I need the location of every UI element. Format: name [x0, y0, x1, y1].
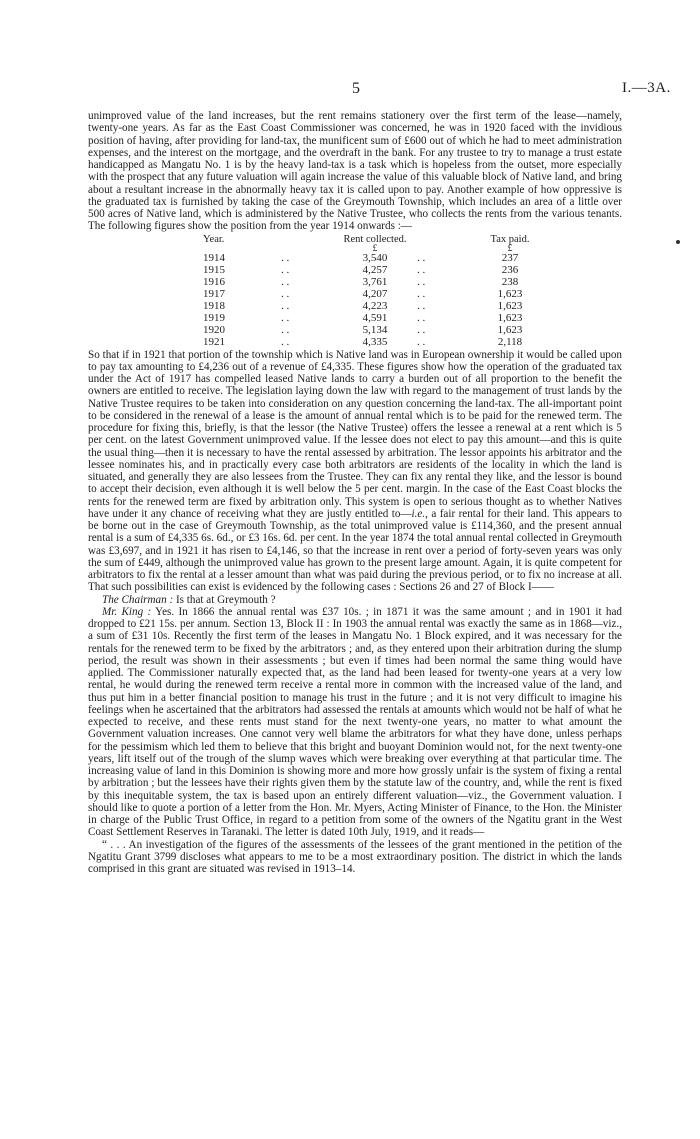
leader-dots: . .: [417, 335, 426, 348]
paper-reference: I.—3A.: [622, 80, 671, 96]
cell-tax: 238: [501, 276, 519, 289]
leader-dots: . .: [281, 335, 290, 348]
leader-dots: . .: [281, 288, 290, 301]
leader-dots: . .: [417, 276, 426, 289]
cell-year: 1918: [203, 300, 225, 313]
king-reply: [88, 606, 622, 839]
cell-tax: 2,118: [497, 335, 523, 348]
table-body: [203, 253, 545, 348]
leader-dots: . .: [281, 252, 290, 265]
cell-tax: 1,623: [497, 323, 523, 336]
document-body: [88, 110, 622, 875]
cell-year: 1914: [203, 252, 225, 265]
speaker-label-chairman: The Chairman :: [102, 593, 174, 606]
page-number: 5: [352, 80, 360, 97]
cell-year: 1921: [203, 335, 225, 348]
leader-dots: . .: [281, 311, 290, 324]
rent-tax-table: [203, 234, 545, 349]
leader-dots: . .: [281, 300, 290, 313]
cell-tax: 236: [501, 264, 519, 277]
margin-dot-mark: [676, 240, 680, 244]
speaker-label-king: Mr. King :: [102, 605, 152, 618]
chairman-question: [88, 594, 622, 606]
cell-rent: 4,335: [362, 335, 388, 348]
cell-year: 1915: [203, 264, 225, 277]
cell-year: 1917: [203, 288, 225, 301]
page-header: [0, 80, 700, 100]
leader-dots: . .: [417, 311, 426, 324]
table-row: [203, 337, 545, 349]
cell-rent: 4,257: [362, 264, 388, 277]
cell-rent: 4,591: [362, 311, 388, 324]
cell-tax: 1,623: [497, 300, 523, 313]
leader-dots: . .: [281, 323, 290, 336]
king-reply-text: Yes. In 1866 the annual rental was £37 10s. ; in 1871 it was the same amount ; and in 1901 it had dropped to £21 15s. per annum. Section 13, Block II : In 1903 the annual rental was exactly the same as in 1868—viz., a sum of £31 10s. Recently the first term of the leases in Mangatu No. 1 Block expired, and it was necessary for the rentals for the renewed term to be fixed by the arbitrators ; and, as they entered upon their arbitration during the slump period, the result was shown in their assessments ; but even if times had been normal the same thing would have applied. The Commissioner naturally expected that, as the land had been leased for twenty-one years at a very low rental, he would during the renewed term receive a rental more in common with the increased value of the land, and thus put him in a better financial position to manage his trust in the future ; and it is not very difficult to imagine his feelings when he ascertained that the arbitrators had assessed the rentals at amounts which would not be half of what he expected to receive, and these rents must stand for the next twenty-one years, no matter to what amount the Government valuation increases. One cannot very well blame the arbitrators for what they have done, unless perhaps for the pessimism which led them to believe that this bright and buoyant Dominion would not, for the next twenty-one years, lift itself out of the trough of the slump waves which were breaking over everything at that particular time. The increasing value of land in this Dominion is showing more and more how grossly unfair is the system of fixing a rental by arbitration ; but the lessees have their rights given them by the statute law of the country, and, while the rent is fixed by this inequitable system, the tax is based upon an entirely different valuation—viz., the Government valuation. I should like to quote a portion of a letter from the Hon. Mr. Myers, Acting Minister of Finance, to the Hon. the Minister in charge of the Public Trust Office, in regard to a petition from some of the owners of the Ngatitu grant in the West Coast Settlement Reserves in Taranaki. The letter is dated 10th July, 1919, and it reads—: [88, 605, 622, 839]
ie-abbreviation: i.e.: [411, 507, 426, 520]
letter-quote: “ . . . An investigation of the figures of the assessments of the lessees of the grant mentioned in the petition of the Ngatitu Grant 3799 discloses what appears to me to be a most extraordinary position. The district in which the lands comprised in this grant are situated was revised in 1913–14.: [88, 838, 622, 876]
cell-year: 1916: [203, 276, 225, 289]
cell-rent: 3,761: [362, 276, 388, 289]
paragraph-arbitration: [88, 349, 622, 594]
cell-rent: 3,540: [362, 252, 388, 265]
cell-tax: 237: [501, 252, 519, 265]
cell-year: 1919: [203, 311, 225, 324]
leader-dots: . .: [417, 288, 426, 301]
leader-dots: . .: [417, 300, 426, 313]
leader-dots: . .: [417, 323, 426, 336]
column-header-rent: Rent collected.: [343, 233, 407, 245]
leader-dots: . .: [417, 264, 426, 277]
paragraph-intro: unimproved value of the land increases, but the rent remains stationery over the first term of the lease—namely, twenty-one years. As far as the East Coast Commissioner was concerned, he was in 1920 faced with the invidious position of having, after providing for land-tax, the munificent sum of £600 out of which he had to meet administration expenses, and the interest on the mortgage, and the overdraft in the bank. For any trustee to try to manage a trust estate handicapped as Mangatu No. 1 is by the heavy land-tax is a task which is hopeless from the outset, more especially with the prospect that any future valuation will again increase the value of this valuable block of Native land, and bring about a resultant increase in the abnormally heavy tax it is called upon to pay. Another example of how oppressive is the graduated tax is furnished by taking the case of the Greymouth Township, which includes an area of a little over 500 acres of Native land, which is administered by the Native Trustee, who collects the rents from the various tenants. The following figures show the position from the year 1914 onwards :—: [88, 110, 622, 233]
unit-rent: £: [372, 244, 378, 255]
cell-tax: 1,623: [497, 311, 523, 324]
leader-dots: . .: [417, 252, 426, 265]
cell-rent: 5,134: [362, 323, 388, 336]
cell-year: 1920: [203, 323, 225, 336]
leader-dots: . .: [281, 276, 290, 289]
column-header-year: Year.: [203, 233, 225, 245]
cell-rent: 4,207: [362, 288, 388, 301]
cell-rent: 4,223: [362, 300, 388, 313]
column-header-tax: Tax paid.: [490, 233, 530, 245]
table-row: [203, 325, 545, 337]
chairman-question-text: Is that at Greymouth ?: [173, 593, 276, 606]
paragraph-arbitration-tail: , a fair rental for their land. This appears to be borne out in the case of Greymouth Township, as the total unimproved value is £114,360, and the present annual rental is a sum of £4,335 6s. 6d., or £3 16s. 6d. per cent. In the year 1874 the total annual rental collected in Greymouth was £3,697, and in 1921 it has risen to £4,146, so that the increase in rent over a period of forty-seven years was only the sum of £449, although the unimproved value has grown to the present large amount. Again, it is quite competent for arbitrators to fix the rental at a lesser amount than what was paid during the previous period, or to fix no increase at all. That such possibilities can exist is evidenced by the following cases : Sections 26 and 27 of Block I——: [88, 507, 622, 594]
unit-tax: £: [507, 244, 513, 255]
paragraph-arbitration-text: So that if in 1921 that portion of the township which is Native land was in European ownership it would be called upon to pay tax amounting to £4,236 out of a revenue of £4,335. These figures show how the operation of the graduated tax under the Act of 1917 has compelled leased Native lands to carry a burden out of all proportion to the benefit the owners are entitled to receive. The legislation laying down the law with regard to the management of trust lands by the Native Trustee requires to be taken into consideration on any question concerning the land-tax. The all-important point to be considered in the renewal of a lease is the amount of annual rental which is to be paid for the renewed term. The procedure for fixing this, briefly, is that the lessor (the Native Trustee) offers the lessee a renewal at a rent which is 5 per cent. on the latest Government unimproved value. If the lessee does not elect to pay this amount—and this is quite the usual thing—then it is necessary to have the rental assessed by arbitration. The lessor appoints his arbitrator and the lessee nominates his, and in practically every case both arbitrators are residents of the locality in which the land is situated, and generally they are also lessees from the Trustee. They can fix any rental they like, and the lessor is bound to accept their decision, even although it is well below the 5 per cent. margin. In the case of the East Coast blocks the rents for the renewed term are fixed by arbitration only. This system is open to serious thought as to whether Natives have under it any chance of receiving what they are justly entitled to—: [88, 348, 622, 520]
cell-tax: 1,623: [497, 288, 523, 301]
leader-dots: . .: [281, 264, 290, 277]
